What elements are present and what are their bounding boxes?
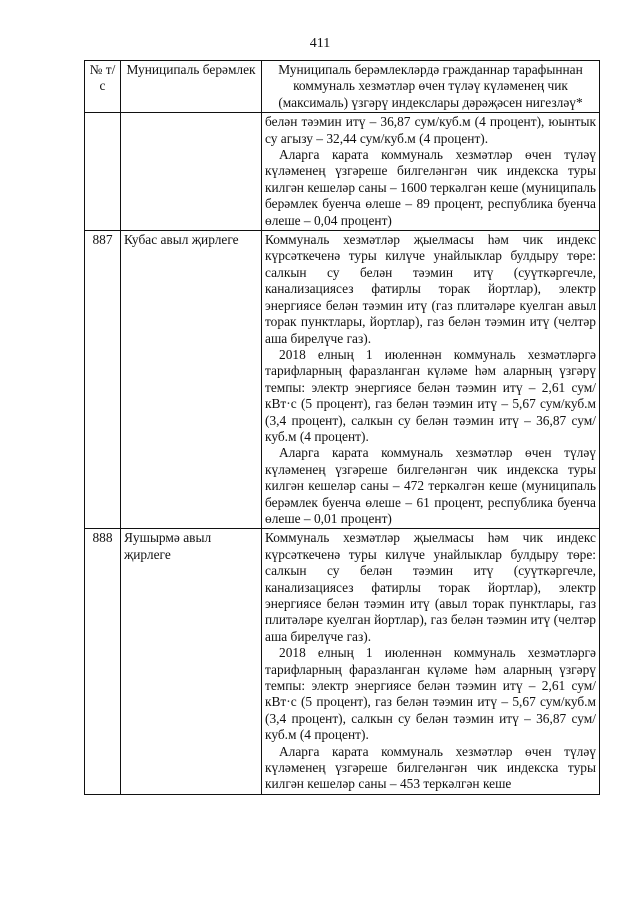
header-description: Муниципаль берәмлекләрдә гражданнар тарафыннан коммуналь хезмәтләр өчен түләү күләменең чик (максималь) үзгәрү индекслары дәрәҗәсен нигезләү* [262,61,600,113]
row-paragraph: Коммуналь хезмәтләр җыелмасы һәм чик индекс күрсәткеченә туры килүче унайлыклар булдыру төре: салкын су белән тәэмин итү (суүткәргечле, канализациясез фатирлы торак йортлар), электр энергиясе белән тәэмин итү (авыл торак пунктлары, газ плитәләре куелган йортлар), газ белән тәэмин итү (челтәр аша бирелүче газ). [265,530,596,644]
table-header-row [85,61,600,113]
row-municipality: Кубас авыл җирлеге [121,231,262,529]
header-number: № т/с [85,61,121,113]
row-paragraph: Аларга карата коммуналь хезмәтләр өчен түләү күләменең үзгәреше билгеләнгән чик индекска туры килгән кешеләр саны – 1600 теркәлгән кеше (муниципаль берәмлек буенча өлеше – 89 процент, республика буенча өлеше – 0,04 процент) [265,147,596,228]
row-municipality [121,113,262,231]
table-row [85,113,600,231]
row-description [262,231,600,529]
table-row [85,231,600,529]
row-municipality: Яушырмә авыл җирлеге [121,529,262,795]
row-description [262,113,600,231]
municipal-index-table [84,60,600,795]
row-description [262,529,600,795]
header-municipality: Муниципаль берәмлек [121,61,262,113]
page-number: 411 [309,36,331,51]
row-number [85,113,121,231]
row-paragraph: 2018 елның 1 июленнән коммуналь хезмәтләргә тарифларның фаразланган күләме һәм аларның үзгәрү темпы: электр энергиясе белән тәэмин итү – 2,61 сум/кВт·с (5 процент), газ белән тәэмин итү – 5,67 сум/куб.м (3,4 процент), салкын су белән тәэмин итү – 36,87 сум/куб.м (4 процент). [265,346,596,444]
row-paragraph: Аларга карата коммуналь хезмәтләр өчен түләү күләменең үзгәреше билгеләнгән чик индекска туры килгән кешеләр саны – 472 теркәлгән кеше (муниципаль берәмлек буенча өлеше – 61 процент, республика буенча өлеше – 0,01 процент) [265,445,596,526]
row-number: 888 [85,529,121,795]
row-paragraph: 2018 елның 1 июленнән коммуналь хезмәтләргә тарифларның фаразланган күләме һәм аларның үзгәрү темпы: электр энергиясе белән тәэмин итү – 2,61 сум/кВт·с (5 процент), газ белән тәэмин итү – 5,67 сум/куб.м (3,4 процент), салкын су белән тәэмин итү – 36,87 сум/куб.м (4 процент). [265,645,596,743]
row-paragraph: белән тәэмин итү – 36,87 сум/куб.м (4 процент), юынтык су агызу – 32,44 сум/куб.м (4 процент). [265,114,596,146]
table-row [85,529,600,795]
row-paragraph: Аларга карата коммуналь хезмәтләр өчен түләү күләменең үзгәреше билгеләнгән чик индекска туры килгән кешеләр саны – 453 теркәлгән кеше [265,743,596,792]
row-paragraph: Коммуналь хезмәтләр җыелмасы һәм чик индекс күрсәткеченә туры килүче унайлыклар булдыру төре: салкын су белән тәэмин итү (суүткәргечле, канализациясез фатирлы торак йортлар), электр энергиясе белән тәэмин итү (газ плитәләре куелган авыл торак пунктлары, йортлар), газ белән тәэмин итү (челтәр аша бирелүче газ). [265,232,596,346]
row-number: 887 [85,231,121,529]
